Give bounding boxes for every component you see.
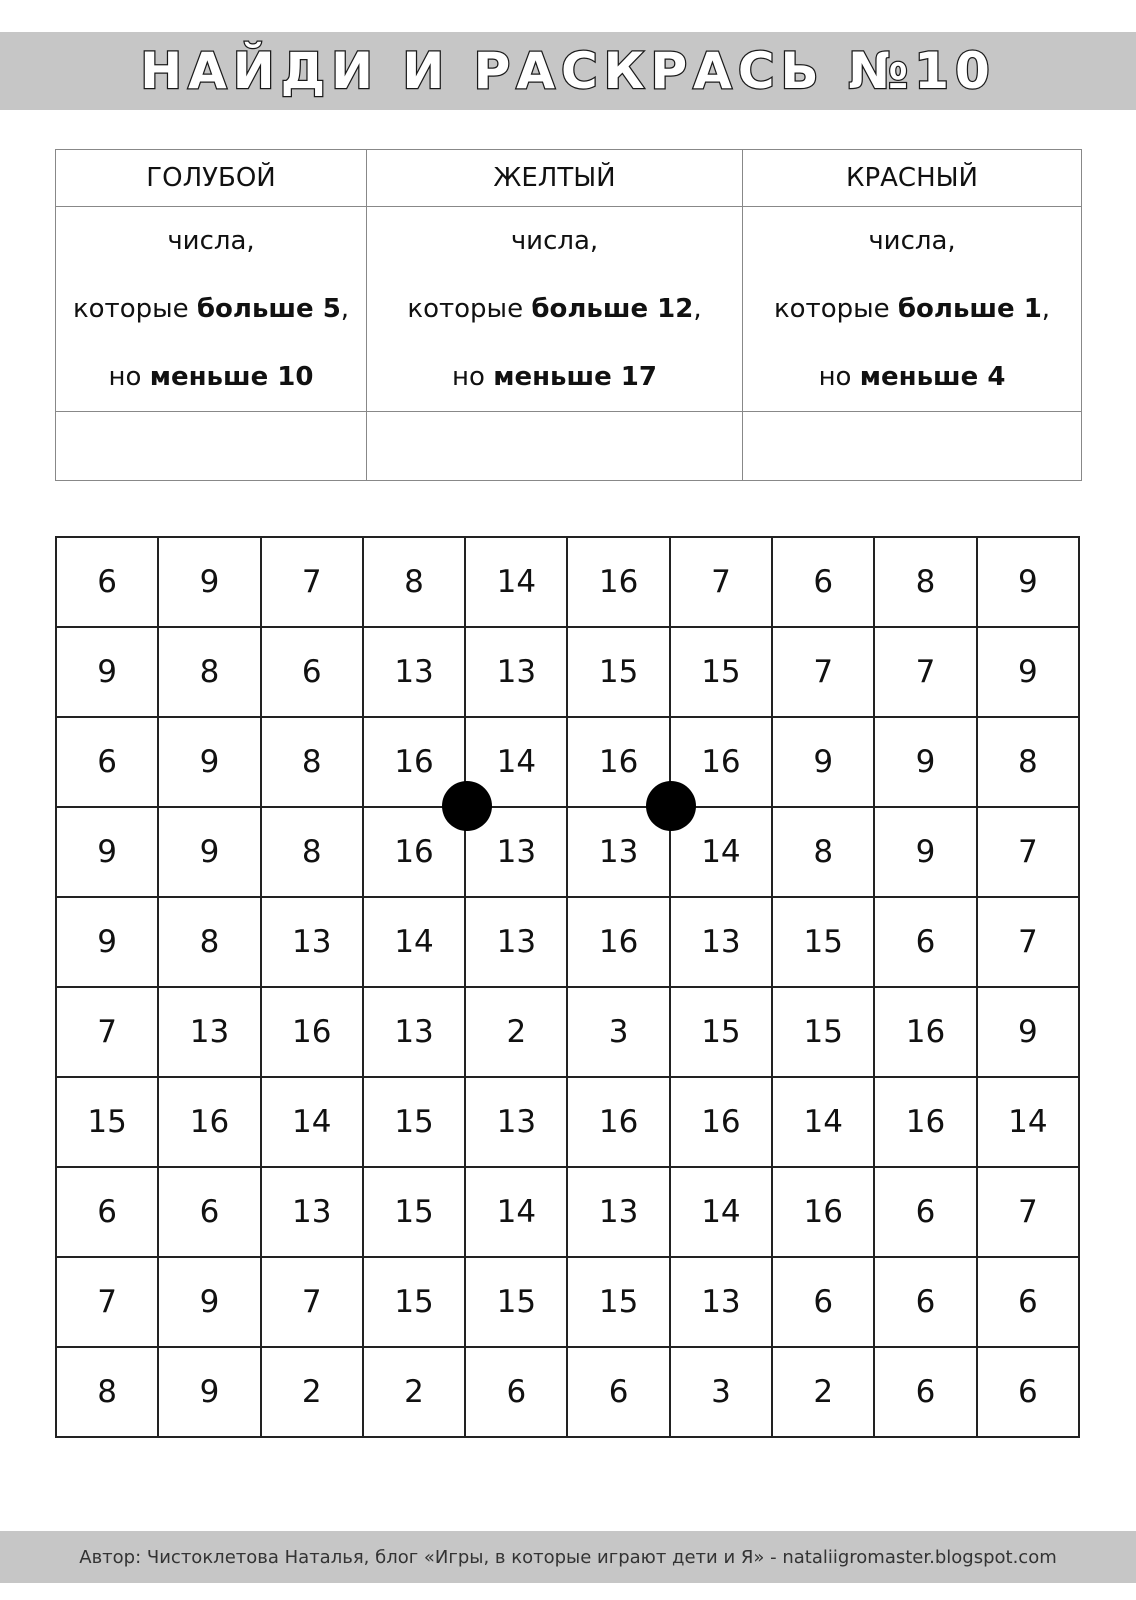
- rule-line-1: числа,: [167, 226, 255, 256]
- title-bar: [0, 32, 1136, 110]
- rule-line-1: числа,: [510, 226, 599, 256]
- rule-line-3: [367, 343, 742, 411]
- rule-text: ,: [1041, 294, 1051, 324]
- grid-cell[interactable]: 9: [158, 1347, 260, 1437]
- grid-row: [56, 1257, 1079, 1347]
- eye-dot-left: [442, 781, 492, 831]
- grid-cell[interactable]: 15: [772, 987, 874, 1077]
- grid-cell[interactable]: 16: [874, 987, 976, 1077]
- legend-rule-red: [743, 207, 1082, 412]
- grid-cell[interactable]: 14: [465, 537, 567, 627]
- grid-row: [56, 1167, 1079, 1257]
- author-credit: Автор: Чистоклетова Наталья, блог «Игры, в которые играют дети и Я» - nataliigromaster.blogspot.com: [79, 1546, 1057, 1568]
- rule-bold-text: больше 5: [196, 294, 341, 324]
- grid-cell[interactable]: 2: [261, 1347, 363, 1437]
- rule-text: но: [108, 362, 150, 392]
- grid-cell[interactable]: 6: [977, 1257, 1079, 1347]
- grid-cell[interactable]: 9: [56, 807, 158, 897]
- grid-cell[interactable]: 6: [567, 1347, 669, 1437]
- grid-cell[interactable]: 7: [261, 1257, 363, 1347]
- grid-cell[interactable]: 13: [261, 1167, 363, 1257]
- rule-bold-text: больше 12: [531, 294, 694, 324]
- grid-cell[interactable]: 16: [567, 537, 669, 627]
- grid-cell[interactable]: 7: [977, 807, 1079, 897]
- grid-cell[interactable]: 8: [261, 717, 363, 807]
- grid-cell[interactable]: 8: [772, 807, 874, 897]
- rule-text: ,: [693, 294, 702, 324]
- rule-text: которые: [72, 294, 197, 324]
- grid-cell[interactable]: 13: [465, 627, 567, 717]
- grid-cell[interactable]: 8: [977, 717, 1079, 807]
- rule-bold-text: меньше 17: [493, 362, 657, 392]
- legend-header-row: [56, 150, 1082, 207]
- legend-rule-row: [56, 207, 1082, 412]
- rule-text: которые: [773, 294, 898, 324]
- page-title: НАЙДИ И РАСКРАСЬ №10: [140, 42, 996, 100]
- grid-cell[interactable]: 9: [56, 897, 158, 987]
- grid-cell[interactable]: 13: [670, 1257, 772, 1347]
- grid-cell[interactable]: 9: [977, 987, 1079, 1077]
- grid-cell[interactable]: 16: [363, 717, 465, 807]
- rule-line-2: [367, 275, 742, 343]
- grid-cell[interactable]: 8: [158, 897, 260, 987]
- grid-cell[interactable]: 13: [465, 807, 567, 897]
- grid-row: [56, 717, 1079, 807]
- legend-color-blue: ГОЛУБОЙ: [56, 150, 367, 207]
- grid-cell[interactable]: 13: [363, 627, 465, 717]
- grid-cell[interactable]: 9: [772, 717, 874, 807]
- grid-cell[interactable]: 16: [363, 807, 465, 897]
- grid-row: [56, 807, 1079, 897]
- grid-cell[interactable]: 2: [772, 1347, 874, 1437]
- grid-cell[interactable]: 15: [56, 1077, 158, 1167]
- grid-cell[interactable]: 14: [465, 1167, 567, 1257]
- grid-cell[interactable]: 13: [567, 807, 669, 897]
- footer-bar: [0, 1531, 1136, 1583]
- rule-line-2: [56, 275, 366, 343]
- grid-cell[interactable]: 7: [977, 1167, 1079, 1257]
- grid-cell[interactable]: 16: [567, 717, 669, 807]
- grid-cell[interactable]: 13: [261, 897, 363, 987]
- grid-cell[interactable]: 7: [772, 627, 874, 717]
- color-swatch-red[interactable]: [743, 412, 1082, 481]
- grid-cell[interactable]: 6: [56, 717, 158, 807]
- grid-cell[interactable]: 13: [465, 1077, 567, 1167]
- grid-cell[interactable]: 9: [56, 627, 158, 717]
- rule-bold-text: меньше 10: [149, 362, 314, 392]
- grid-cell[interactable]: 6: [465, 1347, 567, 1437]
- grid-cell[interactable]: 6: [874, 1257, 976, 1347]
- rule-line-2: [743, 275, 1081, 343]
- grid-cell[interactable]: 9: [158, 1257, 260, 1347]
- grid-cell[interactable]: 16: [158, 1077, 260, 1167]
- grid-cell[interactable]: 14: [772, 1077, 874, 1167]
- color-swatch-blue[interactable]: [56, 412, 367, 481]
- grid-cell[interactable]: 9: [874, 807, 976, 897]
- grid-cell[interactable]: 9: [158, 537, 260, 627]
- grid-row: [56, 987, 1079, 1077]
- grid-cell[interactable]: 6: [158, 1167, 260, 1257]
- grid-cell[interactable]: 14: [261, 1077, 363, 1167]
- grid-cell[interactable]: 7: [670, 537, 772, 627]
- rule-bold-text: больше 1: [897, 294, 1042, 324]
- grid-cell[interactable]: 8: [363, 537, 465, 627]
- rule-line-3: [743, 343, 1081, 411]
- grid-cell[interactable]: 6: [874, 897, 976, 987]
- grid-cell[interactable]: 6: [261, 627, 363, 717]
- grid-cell[interactable]: 13: [363, 987, 465, 1077]
- grid-cell[interactable]: 15: [567, 1257, 669, 1347]
- grid-cell[interactable]: 6: [772, 537, 874, 627]
- grid-cell[interactable]: 7: [977, 897, 1079, 987]
- grid-row: [56, 1347, 1079, 1437]
- grid-cell[interactable]: 7: [56, 987, 158, 1077]
- rule-line-1: числа,: [868, 226, 956, 256]
- grid-cell[interactable]: 16: [567, 1077, 669, 1167]
- grid-row: [56, 897, 1079, 987]
- grid-cell[interactable]: 8: [874, 537, 976, 627]
- grid-cell[interactable]: 16: [261, 987, 363, 1077]
- grid-cell[interactable]: 16: [670, 717, 772, 807]
- number-grid: [55, 536, 1080, 1438]
- grid-cell[interactable]: 16: [567, 897, 669, 987]
- grid-cell[interactable]: 6: [56, 1167, 158, 1257]
- rule-text: которые: [407, 294, 532, 324]
- grid-cell[interactable]: 9: [977, 627, 1079, 717]
- grid-cell[interactable]: 15: [670, 627, 772, 717]
- grid-cell[interactable]: 15: [465, 1257, 567, 1347]
- grid-cell[interactable]: 13: [670, 897, 772, 987]
- grid-cell[interactable]: 15: [363, 1077, 465, 1167]
- grid-cell[interactable]: 9: [874, 717, 976, 807]
- grid-cell[interactable]: 7: [874, 627, 976, 717]
- grid-cell[interactable]: 9: [158, 717, 260, 807]
- grid-cell[interactable]: 8: [56, 1347, 158, 1437]
- grid-row: [56, 1077, 1079, 1167]
- legend-rule-blue: [56, 207, 367, 412]
- grid-row: [56, 537, 1079, 627]
- grid-cell[interactable]: 7: [261, 537, 363, 627]
- grid-cell[interactable]: 13: [158, 987, 260, 1077]
- grid-cell[interactable]: 2: [465, 987, 567, 1077]
- grid-cell[interactable]: 14: [977, 1077, 1079, 1167]
- grid-cell[interactable]: 2: [363, 1347, 465, 1437]
- color-swatch-yellow[interactable]: [367, 412, 743, 481]
- grid-cell[interactable]: 6: [772, 1257, 874, 1347]
- grid-cell[interactable]: 15: [363, 1167, 465, 1257]
- legend-swatch-row: [56, 412, 1082, 481]
- grid-cell[interactable]: 9: [158, 807, 260, 897]
- rule-line-3: [56, 343, 366, 411]
- grid-cell[interactable]: 14: [465, 717, 567, 807]
- grid-cell[interactable]: 16: [772, 1167, 874, 1257]
- legend-rule-yellow: [367, 207, 743, 412]
- rule-text: ,: [340, 294, 350, 324]
- grid-cell[interactable]: 14: [670, 1167, 772, 1257]
- grid-cell[interactable]: 14: [363, 897, 465, 987]
- grid-cell[interactable]: 6: [874, 1167, 976, 1257]
- grid-cell[interactable]: 15: [567, 627, 669, 717]
- rule-text: но: [818, 362, 860, 392]
- grid-cell[interactable]: 7: [56, 1257, 158, 1347]
- eye-dot-right: [646, 781, 696, 831]
- legend-color-yellow: ЖЕЛТЫЙ: [367, 150, 743, 207]
- grid-cell[interactable]: 15: [363, 1257, 465, 1347]
- grid-cell[interactable]: 9: [977, 537, 1079, 627]
- rule-text: но: [452, 362, 494, 392]
- grid-cell[interactable]: 8: [158, 627, 260, 717]
- grid-cell[interactable]: 6: [56, 537, 158, 627]
- grid-cell[interactable]: 3: [567, 987, 669, 1077]
- grid-cell[interactable]: 13: [567, 1167, 669, 1257]
- legend-color-red: КРАСНЫЙ: [743, 150, 1082, 207]
- rule-bold-text: меньше 4: [859, 362, 1006, 392]
- grid-cell[interactable]: 3: [670, 1347, 772, 1437]
- grid-cell[interactable]: 15: [670, 987, 772, 1077]
- grid-cell[interactable]: 8: [261, 807, 363, 897]
- grid-cell[interactable]: 14: [670, 807, 772, 897]
- grid-cell[interactable]: 16: [670, 1077, 772, 1167]
- grid-row: [56, 627, 1079, 717]
- grid-cell[interactable]: 13: [465, 897, 567, 987]
- grid-cell[interactable]: 6: [874, 1347, 976, 1437]
- grid-cell[interactable]: 15: [772, 897, 874, 987]
- color-legend-table: [55, 149, 1082, 481]
- grid-cell[interactable]: 16: [874, 1077, 976, 1167]
- grid-cell[interactable]: 6: [977, 1347, 1079, 1437]
